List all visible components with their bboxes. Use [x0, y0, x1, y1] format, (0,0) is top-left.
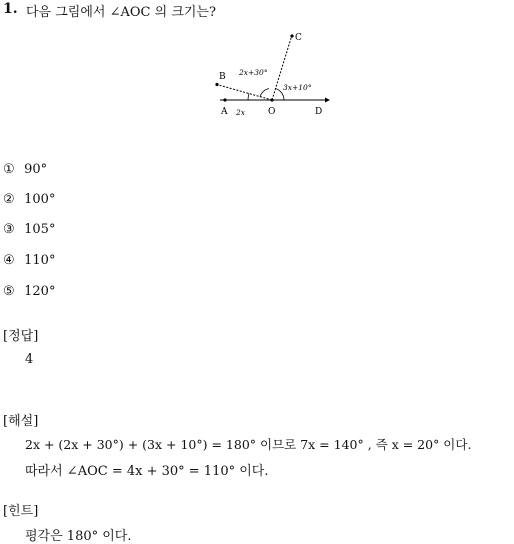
- choice-5[interactable]: [3, 284, 55, 299]
- choice-3-text: 105°: [24, 222, 56, 237]
- label-angle-cod: 3x+10°: [283, 83, 312, 92]
- label-angle-boc: 2x+30°: [239, 68, 268, 77]
- question-text: 다음 그림에서 ∠AOC 의 크기는?: [26, 5, 216, 20]
- label-c: C: [295, 33, 302, 43]
- choice-1-text: 90°: [24, 162, 48, 177]
- label-o: O: [268, 107, 276, 117]
- angle-figure: [205, 25, 335, 120]
- explanation-line-1: 2x + (2x + 30°) + (3x + 10°) = 180° 이므로 7x = 140° , 즉 x = 20° 이다.: [25, 437, 472, 452]
- choice-5-text: 120°: [24, 284, 56, 299]
- choice-3[interactable]: [3, 222, 55, 237]
- answer-heading: [정답]: [3, 329, 39, 344]
- choice-2[interactable]: [3, 192, 55, 207]
- choice-5-mark: ⑤: [3, 284, 15, 299]
- label-d: D: [315, 107, 323, 117]
- hint-text: 평각은 180° 이다.: [25, 529, 132, 544]
- label-b: B: [219, 72, 226, 82]
- answer-value: 4: [25, 352, 34, 367]
- point-c: [290, 34, 293, 37]
- arc-aob: [248, 94, 249, 101]
- choice-3-mark: ③: [3, 222, 15, 237]
- label-angle-aob: 2x: [236, 108, 246, 117]
- choice-4-text: 110°: [24, 253, 56, 268]
- question-number: 1.: [3, 1, 18, 17]
- arrow-d: [325, 98, 330, 103]
- point-a: [223, 98, 226, 101]
- choice-4[interactable]: [3, 253, 55, 268]
- choice-4-mark: ④: [3, 253, 15, 268]
- choice-1[interactable]: [3, 162, 47, 177]
- choice-2-mark: ②: [3, 192, 15, 207]
- choice-2-text: 100°: [24, 192, 56, 207]
- explanation-heading: [해설]: [3, 414, 39, 429]
- arc-boc: [260, 89, 269, 97]
- explanation-line-2: 따라서 ∠AOC = 4x + 30° = 110° 이다.: [25, 464, 269, 479]
- label-a: A: [221, 107, 228, 117]
- point-b: [215, 83, 218, 86]
- hint-heading: [힌트]: [3, 504, 39, 519]
- choice-1-mark: ①: [3, 162, 15, 177]
- ray-ob: [215, 84, 272, 100]
